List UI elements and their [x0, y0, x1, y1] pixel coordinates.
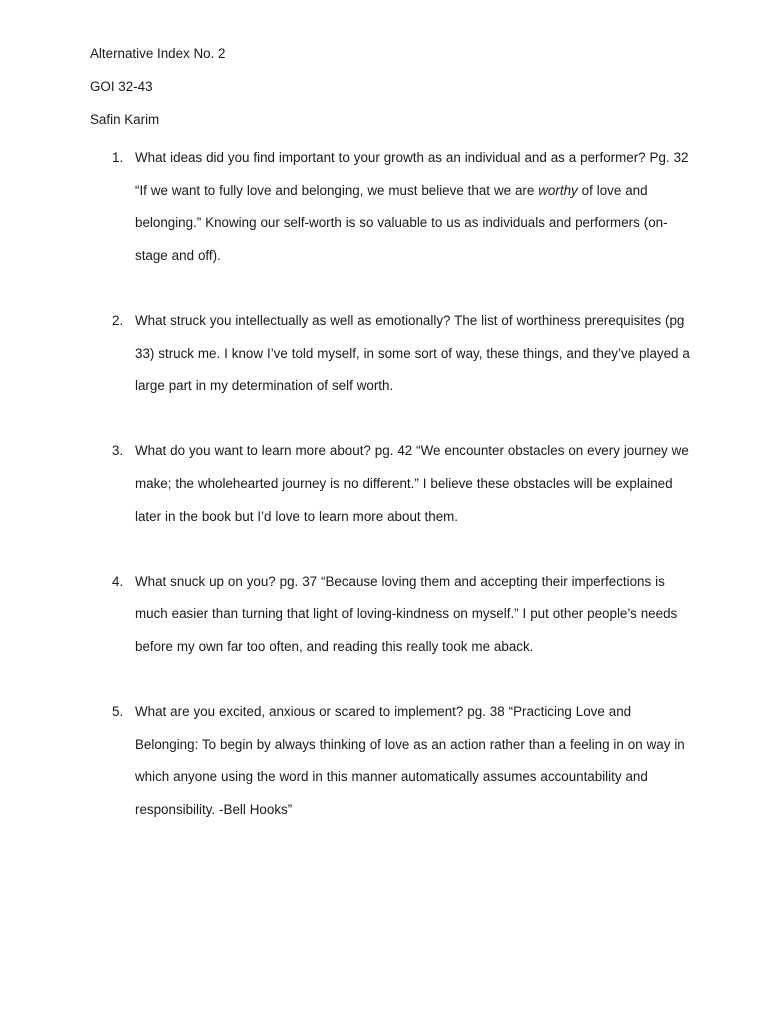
list-item — [0, 435, 768, 533]
list-item-text: What struck you intellectually as well as emotionally? The list of worthiness prerequisites (pg 33) struck me. I know I’ve told myself, in some sort of way, these things, and they’ve played a large part in my determination of self worth. — [135, 312, 690, 394]
list-item-text: What snuck up on you? pg. 37 “Because loving them and accepting their imperfections is much easier than turning that light of loving-kindness on myself.” I put other people’s needs before my own far too often, and reading this really took me aback. — [135, 573, 678, 654]
page-range: GOI 32-43 — [90, 79, 153, 94]
spacer — [0, 533, 768, 566]
list-number: 2. — [112, 312, 124, 328]
answer-text-continued: of love and belonging.” Knowing our self-worth is so valuable to us as individuals and performers (on-stage and off). — [135, 182, 668, 263]
emphasis-text: worthy — [538, 182, 578, 198]
assignment-title: Alternative Index No. 2 — [90, 46, 226, 61]
list-item — [0, 305, 768, 403]
list-item-text: What do you want to learn more about? pg. 42 “We encounter obstacles on every journey we make; the wholehearted journey is no different.” I believe these obstacles will be explained later in the book but I’d love to learn more about them. — [135, 443, 689, 524]
list-item — [0, 696, 768, 826]
list-number: 3. — [112, 443, 124, 459]
list-item-text: What are you excited, anxious or scared to implement? pg. 38 “Practicing Love and Belonging: To begin by always thinking of love as an action rather than a feeling in on way in which anyone using the word in this manner automatically assumes accountability and responsibility. -Bell Hooks” — [135, 704, 685, 817]
author-name: Safin Karim — [90, 112, 160, 127]
spacer — [0, 403, 768, 436]
spacer — [0, 664, 768, 697]
list-number: 1. — [112, 150, 124, 165]
list-item-text — [135, 142, 695, 272]
list-number: 4. — [112, 573, 124, 589]
list-number: 5. — [112, 704, 124, 720]
list-item — [0, 566, 768, 664]
spacer — [0, 272, 768, 305]
answer-text: What ideas did you find important to your growth as an individual and as a performer? Pg. 32 “If we want to fully love and belonging, we must believe that we are — [135, 150, 689, 198]
list-item — [0, 142, 768, 272]
question-list — [0, 142, 768, 826]
